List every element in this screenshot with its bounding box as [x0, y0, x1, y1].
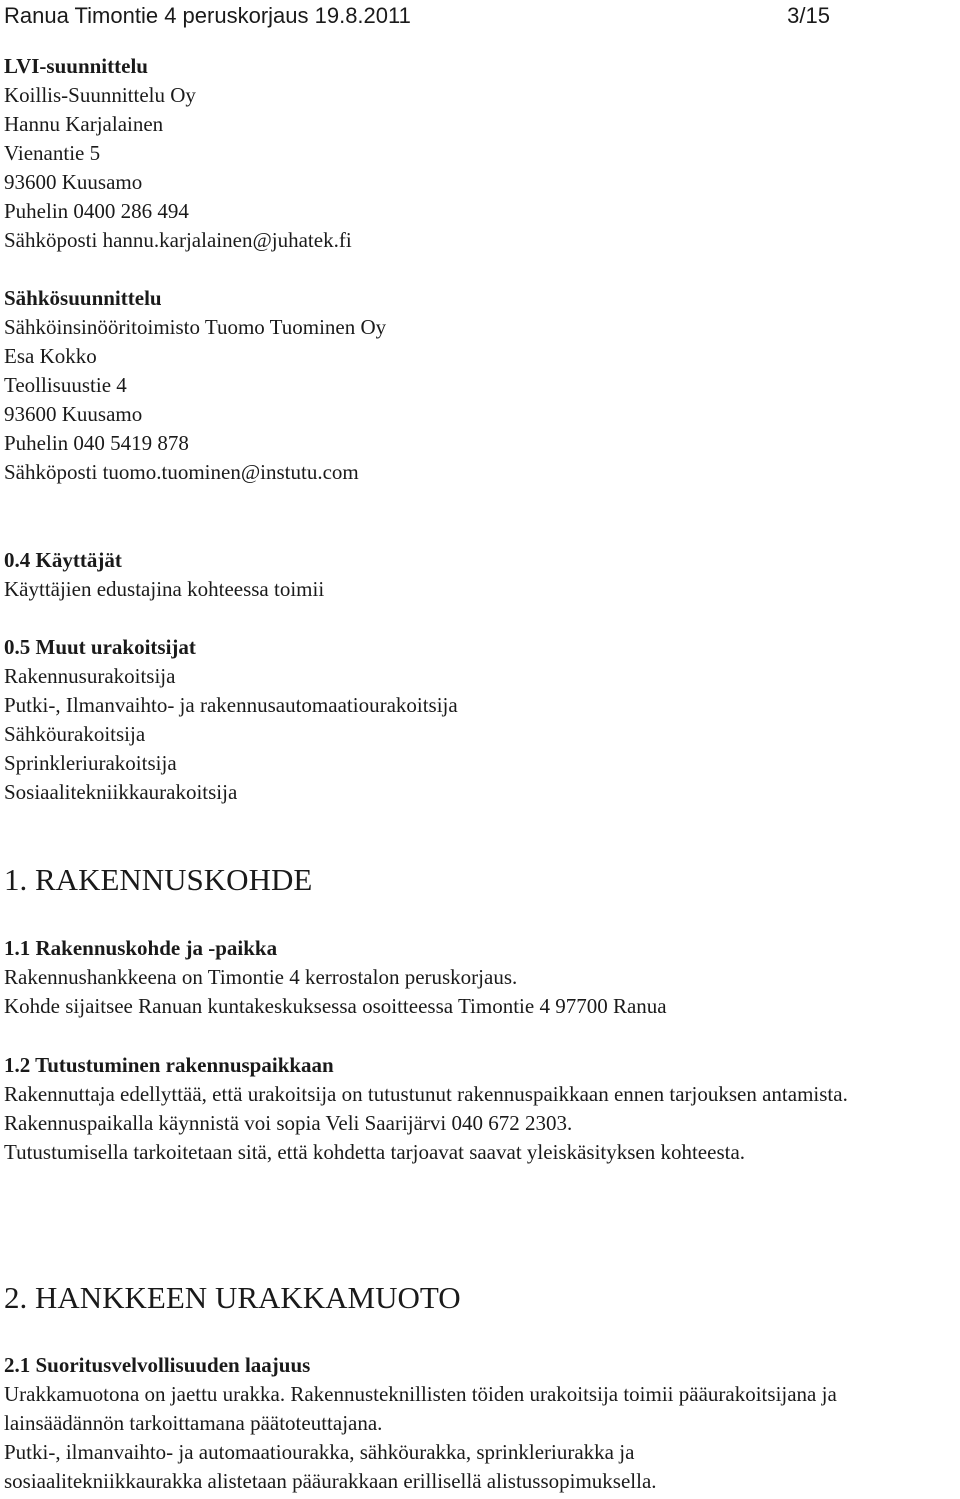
- section-2-1-paragraph-2: Putki-, ilmanvaihto- ja automaatiourakka, sähköurakka, sprinkleriurakka ja sosiaalitekniikkaurakka alistetaan pääurakkaan erillisellä alistussopimuksella.: [4, 1440, 657, 1493]
- lvi-design-section: [4, 52, 956, 255]
- electrical-heading: Sähkösuunnittelu: [4, 286, 162, 310]
- header-title: Ranua Timontie 4 peruskorjaus 19.8.2011: [4, 3, 411, 28]
- contractor-item: Sprinkleriurakoitsija: [4, 751, 177, 775]
- users-heading: 0.4 Käyttäjät: [4, 548, 122, 572]
- section-1-2-line-2: Rakennuspaikalla käynnistä voi sopia Veli Saarijärvi 040 672 2303.: [4, 1111, 573, 1135]
- section-2-1: [4, 1351, 956, 1496]
- electrical-design-section: [4, 284, 956, 487]
- electrical-email: Sähköposti tuomo.tuominen@instutu.com: [4, 460, 359, 484]
- section-1-heading: 1. RAKENNUSKOHDE: [4, 862, 313, 897]
- contractors-heading: 0.5 Muut urakoitsijat: [4, 635, 196, 659]
- section-2-heading: 2. HANKKEEN URAKKAMUOTO: [4, 1280, 461, 1315]
- lvi-street: Vienantie 5: [4, 141, 101, 165]
- section-1-1: [4, 934, 956, 1021]
- section-1-2-heading: 1.2 Tutustuminen rakennuspaikkaan: [4, 1053, 334, 1077]
- electrical-city: 93600 Kuusamo: [4, 402, 143, 426]
- page-number: 3/15: [787, 3, 830, 28]
- section-1-1-line-1: Rakennushankkeena on Timontie 4 kerrostalon peruskorjaus.: [4, 965, 518, 989]
- section-1-1-heading: 1.1 Rakennuskohde ja -paikka: [4, 936, 278, 960]
- contractor-item: Rakennusurakoitsija: [4, 664, 176, 688]
- contractor-item: Putki-, Ilmanvaihto- ja rakennusautomaatiourakoitsija: [4, 693, 458, 717]
- section-2-1-paragraph-1: Urakkamuotona on jaettu urakka. Rakennusteknillisten töiden urakoitsija toimii pääurakoitsijana ja lainsäädännön tarkoittamana päätoteuttajana.: [4, 1382, 837, 1435]
- lvi-person: Hannu Karjalainen: [4, 112, 164, 136]
- section-1-2: [4, 1051, 956, 1167]
- lvi-heading: LVI-suunnittelu: [4, 54, 148, 78]
- electrical-phone: Puhelin 040 5419 878: [4, 431, 189, 455]
- electrical-company: Sähköinsinööritoimisto Tuomo Tuominen Oy: [4, 315, 387, 339]
- lvi-city: 93600 Kuusamo: [4, 170, 143, 194]
- users-text: Käyttäjien edustajina kohteessa toimii: [4, 577, 325, 601]
- electrical-person: Esa Kokko: [4, 344, 97, 368]
- contractor-item: Sosiaalitekniikkaurakoitsija: [4, 780, 238, 804]
- lvi-company: Koillis-Suunnittelu Oy: [4, 83, 196, 107]
- electrical-street: Teollisuustie 4: [4, 373, 127, 397]
- users-section: [4, 546, 956, 604]
- lvi-phone: Puhelin 0400 286 494: [4, 199, 189, 223]
- section-2-1-heading: 2.1 Suoritusvelvollisuuden laajuus: [4, 1353, 311, 1377]
- contractors-section: [4, 633, 956, 807]
- section-1-2-paragraph-1: Rakennuttaja edellyttää, että urakoitsija on tutustunut rakennuspaikkaan ennen tarjouksen antamista.: [4, 1082, 848, 1106]
- section-1-2-line-3: Tutustumisella tarkoitetaan sitä, että kohdetta tarjoavat saavat yleiskäsityksen kohteesta.: [4, 1140, 746, 1164]
- lvi-email: Sähköposti hannu.karjalainen@juhatek.fi: [4, 228, 352, 252]
- section-1-1-line-2: Kohde sijaitsee Ranuan kuntakeskuksessa osoitteessa Timontie 4 97700 Ranua: [4, 994, 667, 1018]
- contractor-item: Sähköurakoitsija: [4, 722, 146, 746]
